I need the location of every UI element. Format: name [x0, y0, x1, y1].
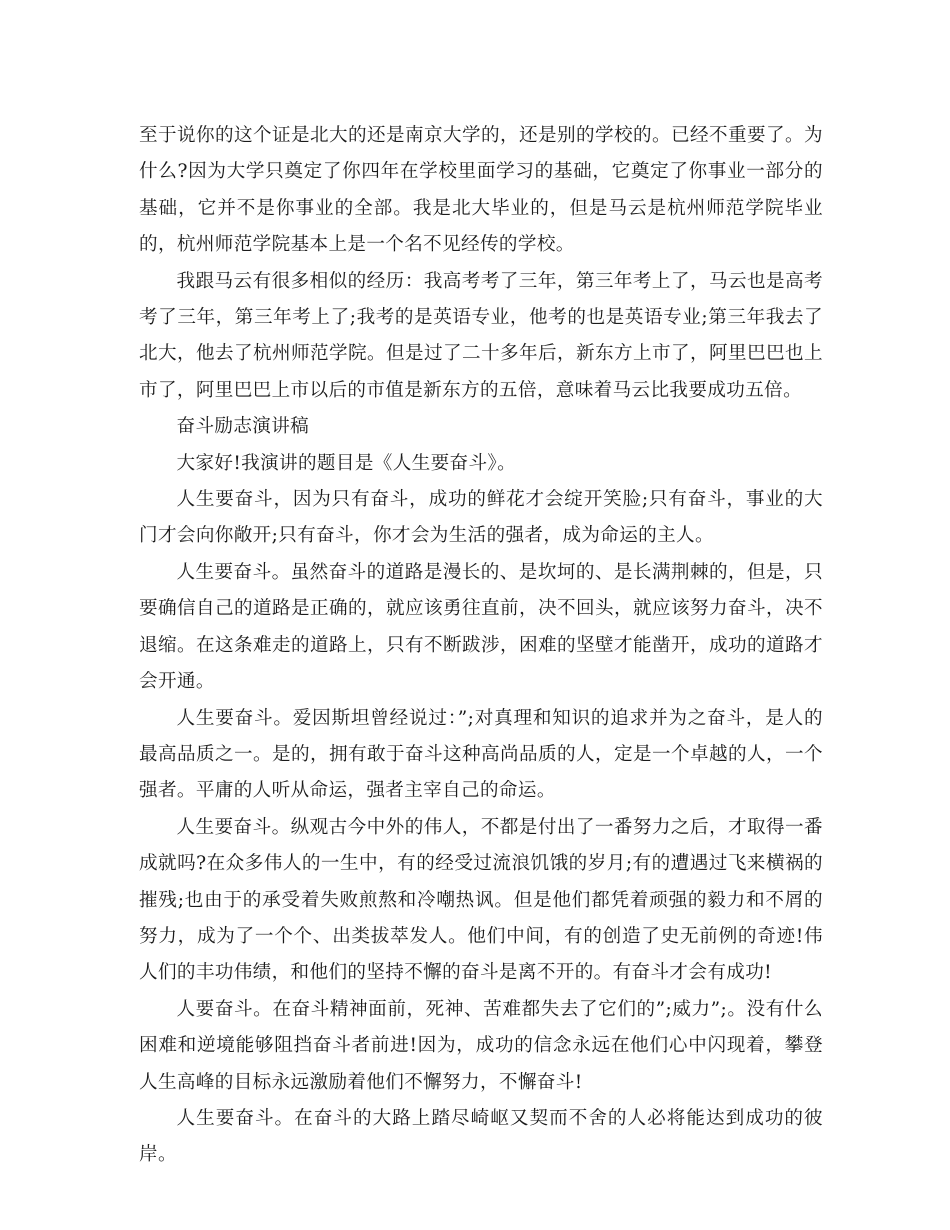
- paragraph-strive-2: 人生要奋斗。虽然奋斗的道路是漫长的、是坎坷的、是长满荆棘的，但是，只要确信自己的道路是正确的，就应该勇往直前，决不回头，就应该努力奋斗，决不退缩。在这条难走的道路上，只有不断跋涉，困难的坚壁才能凿开，成功的道路才会开通。: [139, 561, 823, 693]
- paragraph-strive-5: 人要奋斗。在奋斗精神面前，死神、苦难都失去了它们的”;威力”;。没有什么困难和逆境能够阻挡奋斗者前进!因为，成功的信念永远在他们心中闪现着，攀登人生高峰的目标永远激励着他们不懈努力，不懈奋斗!: [139, 998, 823, 1093]
- document-body: [139, 118, 823, 1174]
- paragraph-strive-4: 人生要奋斗。纵观古今中外的伟人，不都是付出了一番努力之后，才取得一番成就吗?在众多伟人的一生中，有的经受过流浪饥饿的岁月;有的遭遇过飞来横祸的摧残;也由于的承受着失败煎熬和冷嘲热讽。但是他们都凭着顽强的毅力和不屑的努力，成为了一个个、出类拔萃发人。他们中间，有的创造了史无前例的奇迹!伟人们的丰功伟绩，和他们的坚持不懈的奋斗是离不开的。有奋斗才会有成功!: [139, 816, 823, 984]
- paragraph-strive-1: 人生要奋斗，因为只有奋斗，成功的鲜花才会绽开笑脸;只有奋斗，事业的大门才会向你敞开;只有奋斗，你才会为生活的强者，成为命运的主人。: [139, 489, 823, 547]
- paragraph-strive-3: 人生要奋斗。爱因斯坦曾经说过：”;对真理和知识的追求并为之奋斗，是人的最高品质之一。是的，拥有敢于奋斗这种高尚品质的人，定是一个卓越的人，一个强者。平庸的人听从命运，强者主宰自己的命运。: [139, 707, 823, 802]
- paragraph-intro-continuation: 至于说你的这个证是北大的还是南京大学的，还是别的学校的。已经不重要了。为什么?因为大学只奠定了你四年在学校里面学习的基础，它奠定了你事业一部分的基础，它并不是你事业的全部。我是北大毕业的，但是马云是杭州师范学院毕业的，杭州师范学院基本上是一个名不见经传的学校。: [139, 125, 823, 256]
- paragraph-mayun-experience: 我跟马云有很多相似的经历：我高考考了三年，第三年考上了，马云也是高考考了三年，第三年考上了;我考的是英语专业，他考的也是英语专业;第三年我去了北大，他去了杭州师范学院。但是过了二十多年后，新东方上市了，阿里巴巴也上市了，阿里巴巴上市以后的市值是新东方的五倍，意味着马云比我要成功五倍。: [139, 270, 823, 401]
- paragraph-greeting: 大家好!我演讲的题目是《人生要奋斗》。: [176, 452, 517, 474]
- section-heading: 奋斗励志演讲稿: [176, 416, 310, 438]
- paragraph-strive-6: 人生要奋斗。在奋斗的大路上踏尽崎岖又契而不舍的人必将能达到成功的彼岸。: [139, 1107, 823, 1166]
